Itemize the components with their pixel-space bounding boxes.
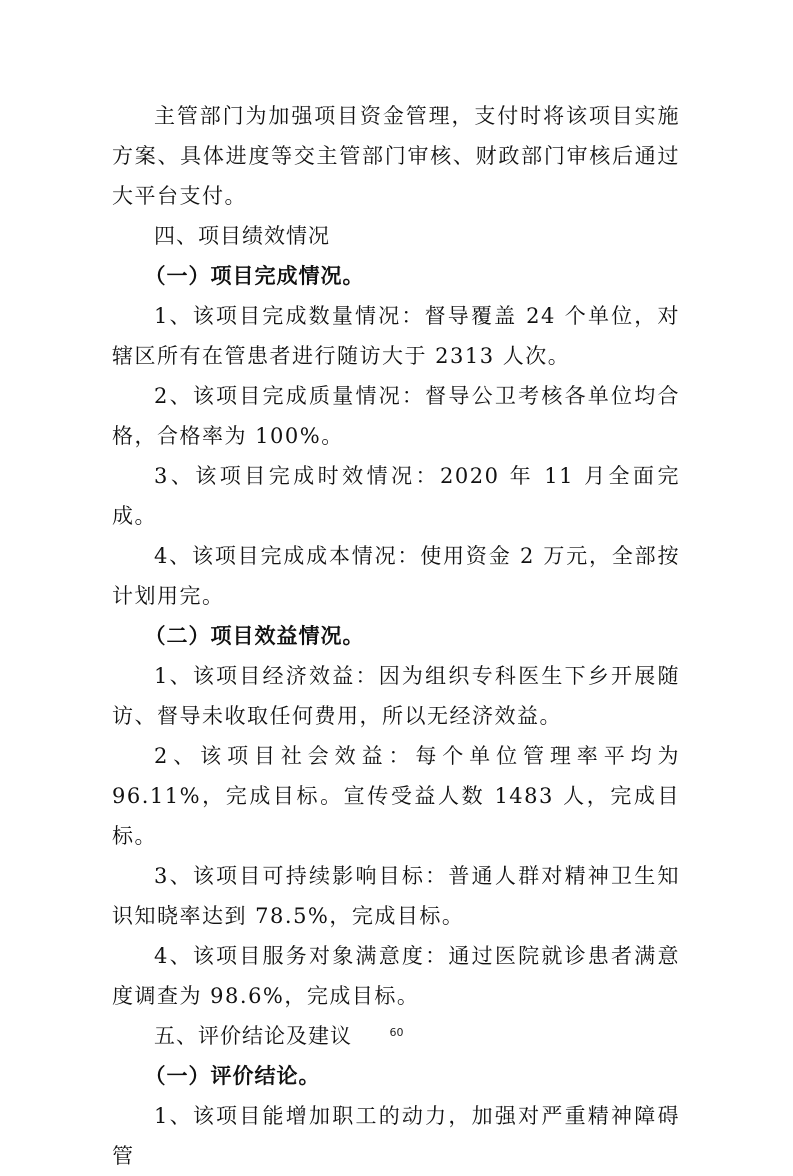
document-page <box>112 96 680 1176</box>
paragraph-timeliness: 3、该项目完成时效情况：2020 年 11 月全面完成。 <box>112 464 680 528</box>
paragraph-quality: 2、该项目完成质量情况：督导公卫考核各单位均合格，合格率为 100%。 <box>112 384 680 448</box>
paragraph-economic-benefit: 1、该项目经济效益：因为组织专科医生下乡开展随访、督导未收取任何费用，所以无经济效益。 <box>112 664 680 728</box>
paragraph-satisfaction: 4、该项目服务对象满意度：通过医院就诊患者满意度调查为 98.6%，完成目标。 <box>112 944 680 1008</box>
paragraph-fund-management: 主管部门为加强项目资金管理，支付时将该项目实施方案、具体进度等交主管部门审核、财政部门审核后通过大平台支付。 <box>112 104 680 208</box>
subsection-heading-benefits: （二）项目效益情况。 <box>144 624 365 648</box>
paragraph-social-benefit: 2、该项目社会效益：每个单位管理率平均为 96.11%，完成目标。宣传受益人数 1483 人，完成目标。 <box>112 744 680 848</box>
paragraph-conclusion-1: 1、该项目能增加职工的动力，加强对严重精神障碍管 <box>112 1104 680 1168</box>
subsection-heading-conclusion: （一）评价结论。 <box>144 1064 321 1088</box>
page-number: 60 <box>389 1026 404 1039</box>
section-heading-performance: 四、项目绩效情况 <box>154 224 330 248</box>
paragraph-quantity: 1、该项目完成数量情况：督导覆盖 24 个单位，对辖区所有在管患者进行随访大于 2313 人次。 <box>112 304 680 368</box>
section-heading-conclusion: 五、评价结论及建议 <box>154 1024 352 1048</box>
paragraph-cost: 4、该项目完成成本情况：使用资金 2 万元，全部按计划用完。 <box>112 544 680 608</box>
paragraph-sustainability: 3、该项目可持续影响目标：普通人群对精神卫生知识知晓率达到 78.5%，完成目标。 <box>112 864 680 928</box>
subsection-heading-completion: （一）项目完成情况。 <box>144 264 365 288</box>
